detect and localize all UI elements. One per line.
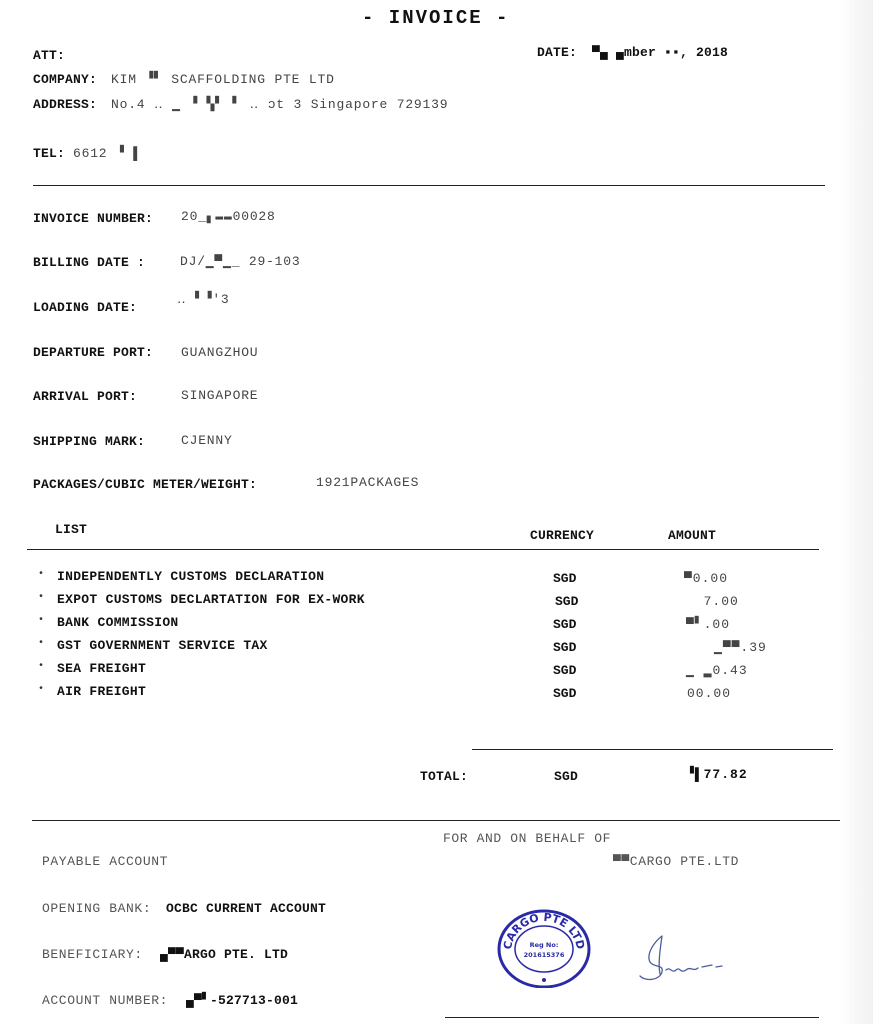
opening-bank-label: OPENING BANK: [42, 901, 152, 916]
arrival-port-value: SINGAPORE [181, 388, 259, 403]
stamp-inner-ring [515, 926, 573, 972]
account-number-label: ACCOUNT NUMBER: [42, 993, 169, 1008]
tel-value: 6612 ▝ ▌ [73, 146, 142, 161]
company-stamp [497, 908, 591, 988]
invoice-number-value: 20_▖▬▬00028 [181, 209, 276, 224]
beneficiary-value: ▄▀▀ARGO PTE. LTD [160, 947, 289, 962]
item-name: AIR FREIGHT [57, 684, 147, 699]
item-amount: ▀0.00 [684, 571, 729, 586]
item-amount: ▀▘.00 [686, 617, 731, 632]
item-name: EXPOT CUSTOMS DECLARTATION FOR EX-WORK [57, 592, 365, 607]
signature [636, 930, 736, 985]
opening-bank-value: OCBC CURRENT ACCOUNT [166, 901, 327, 916]
item-name: SEA FREIGHT [57, 661, 147, 676]
table-header-divider [27, 549, 819, 550]
item-name: GST GOVERNMENT SERVICE TAX [57, 638, 268, 653]
departure-port-value: GUANGZHOU [181, 345, 259, 360]
item-name: BANK COMMISSION [57, 615, 179, 630]
bullet: • [38, 684, 45, 695]
signature-line [445, 1017, 819, 1018]
shipping-mark-label: SHIPPING MARK: [33, 434, 146, 449]
item-amount: ▁▀▀.39 [714, 640, 767, 655]
total-divider [472, 749, 833, 750]
item-currency: SGD [553, 617, 577, 632]
behalf-company: ▀▀CARGO PTE.LTD [613, 854, 740, 869]
address-value: No.4 ‥ ▁ ▝ ▚▘ ▘ ‥ ɔt 3 Singapore 729139 [111, 97, 449, 112]
shipping-mark-value: CJENNY [181, 433, 233, 448]
total-label: TOTAL: [420, 769, 469, 784]
item-amount: 7.00 [686, 594, 739, 609]
company-label: COMPANY: [33, 72, 98, 87]
footer-divider [32, 820, 840, 821]
bullet: • [38, 661, 45, 672]
account-number-value: ▄▀▘-527713-001 [186, 993, 299, 1008]
beneficiary-label: BENEFICIARY: [42, 947, 143, 962]
packages-value: 1921PACKAGES [316, 475, 420, 490]
billing-date-value: DJ/▁▀▁_ 29-103 [180, 254, 301, 269]
item-currency: SGD [553, 640, 577, 655]
date-label: DATE: [537, 45, 578, 60]
header-divider [33, 185, 825, 186]
item-currency: SGD [555, 594, 579, 609]
bullet: • [38, 615, 45, 626]
item-currency: SGD [553, 686, 577, 701]
item-name: INDEPENDENTLY CUSTOMS DECLARATION [57, 569, 325, 584]
total-currency: SGD [554, 769, 579, 784]
amount-header: AMOUNT [668, 528, 717, 543]
behalf-label: FOR AND ON BEHALF OF [443, 831, 612, 846]
bullet: • [38, 569, 45, 580]
list-header: LIST [55, 522, 88, 537]
address-label: ADDRESS: [33, 97, 98, 112]
total-amount: ▝▌77.82 [686, 767, 748, 782]
page-edge-shadow [840, 0, 873, 1024]
payable-account-label: PAYABLE ACCOUNT [42, 854, 169, 869]
item-amount: ▁ ▂0.43 [686, 663, 748, 678]
arrival-port-label: ARRIVAL PORT: [33, 389, 138, 404]
stamp-reg-value: 201615376 [523, 951, 565, 959]
billing-date-label: BILLING DATE : [33, 255, 146, 270]
bullet: • [38, 592, 45, 603]
stamp-top-text: CARGO PTE LTD [501, 910, 588, 951]
loading-date-value: ‥ ▘▝'3 [177, 292, 230, 307]
loading-date-label: LOADING DATE: [33, 300, 138, 315]
stamp-dot [542, 978, 546, 982]
date-value: ▀▄ ▄mber ▪▪, 2018 [592, 45, 729, 60]
currency-header: CURRENCY [530, 528, 595, 543]
item-amount: 00.00 [687, 686, 732, 701]
signature-stroke [640, 936, 722, 979]
invoice-title: - INVOICE - [362, 7, 510, 29]
tel-label: TEL: [33, 146, 66, 161]
att-label: ATT: [33, 48, 66, 63]
item-currency: SGD [553, 571, 577, 586]
stamp-reg-label: Reg No: [529, 941, 559, 949]
bullet: • [38, 638, 45, 649]
invoice-number-label: INVOICE NUMBER: [33, 211, 154, 226]
departure-port-label: DEPARTURE PORT: [33, 345, 154, 360]
item-currency: SGD [553, 663, 577, 678]
company-value: KIM ▝▘ SCAFFOLDING PTE LTD [111, 72, 335, 87]
packages-label: PACKAGES/CUBIC METER/WEIGHT: [33, 477, 258, 492]
